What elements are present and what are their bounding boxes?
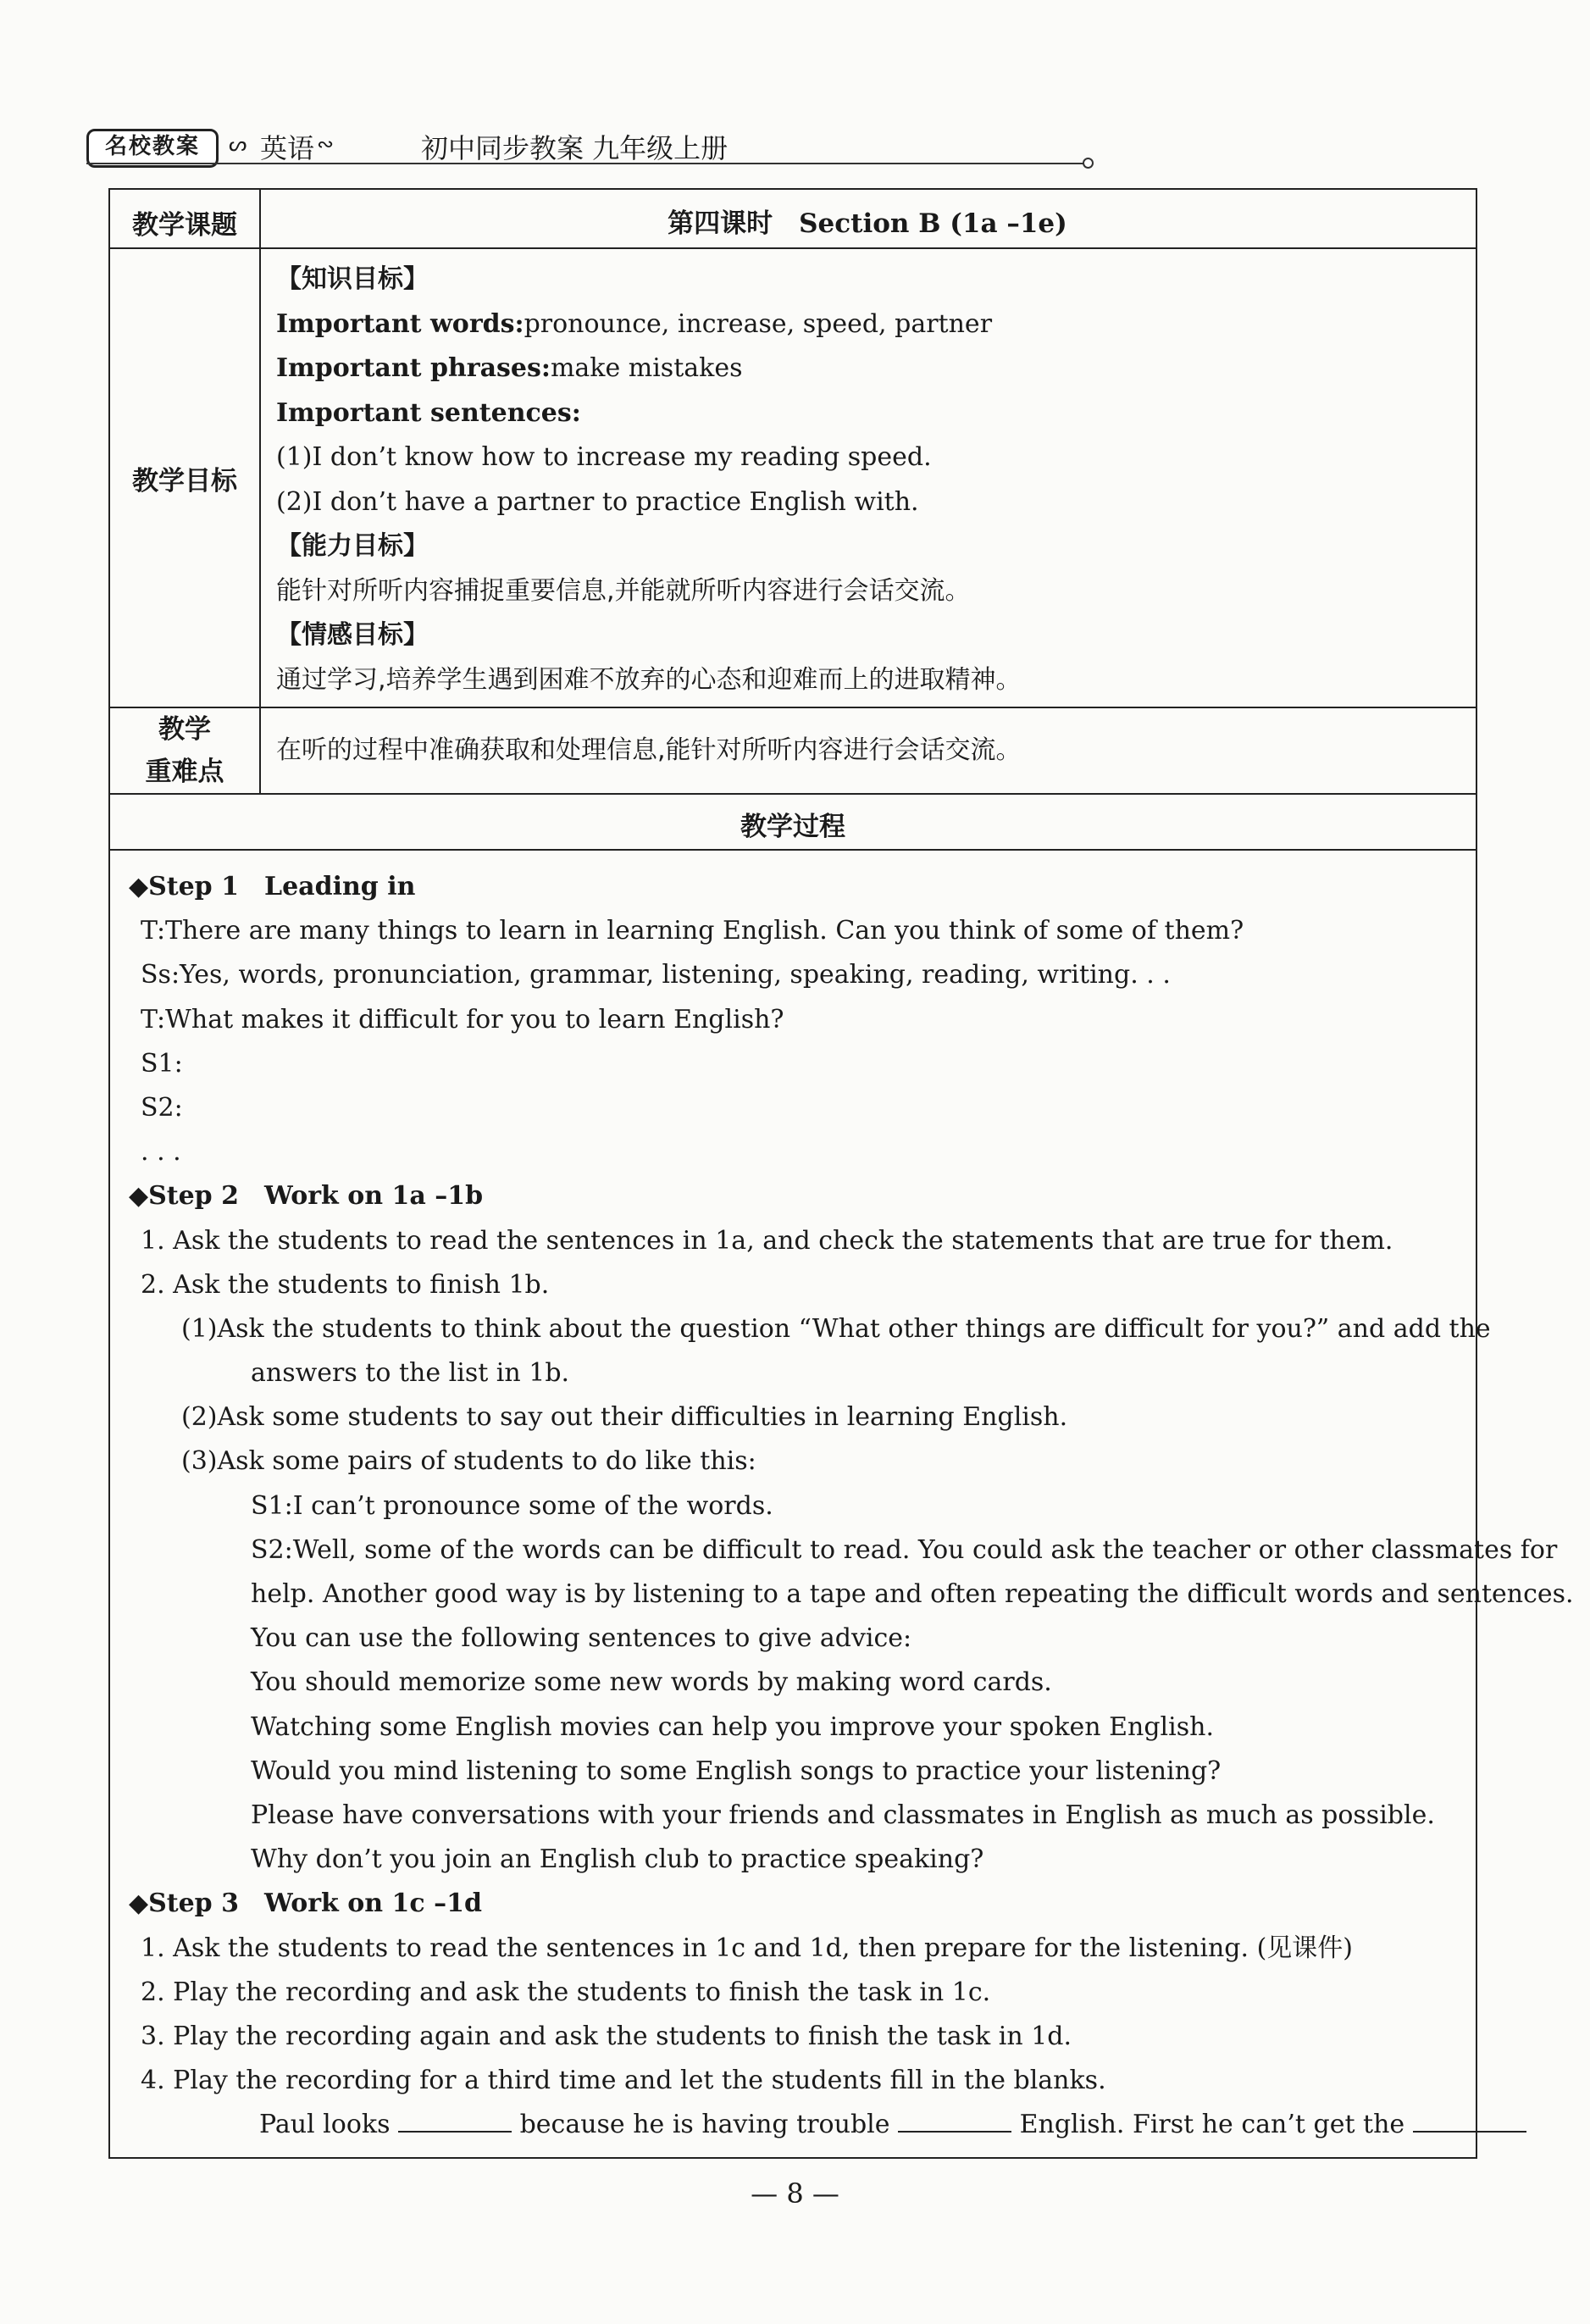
fill-in-blank-line bbox=[129, 2103, 1460, 2147]
fill-text: Paul looks bbox=[259, 2110, 391, 2140]
process-line: S1: bbox=[141, 1048, 183, 1079]
process-line: (3)Ask some pairs of students to do like this: bbox=[181, 1446, 756, 1477]
process-line: help. Another good way is by listening to a tape and often repeating the difficult words and sentences. bbox=[251, 1579, 1574, 1609]
page-number: — 8 — bbox=[751, 2177, 839, 2210]
important-words: Important words:pronounce, increase, speed, partner bbox=[276, 308, 993, 339]
keypoints-label-line1: 教学 bbox=[158, 714, 211, 745]
process-line: T:There are many things to learn in learning English. Can you think of some of them? bbox=[141, 916, 1244, 946]
swirl-left-ornament: ᔕ bbox=[229, 132, 247, 156]
process-line: (2)Ask some students to say out their difficulties in learning English. bbox=[181, 1402, 1068, 1433]
process-line: Please have conversations with your friends and classmates in English as much as possible. bbox=[251, 1800, 1435, 1830]
teaching-process bbox=[129, 865, 1574, 2147]
topic-label: 教学课题 bbox=[132, 210, 237, 241]
knowledge-heading: 【知识目标】 bbox=[276, 264, 429, 294]
process-line: answers to the list in 1b. bbox=[251, 1358, 570, 1389]
process-line: Ss:Yes, words, pronunciation, grammar, listening, speaking, reading, writing. . . bbox=[141, 960, 1171, 990]
blank-field[interactable] bbox=[398, 2110, 512, 2133]
step-2-title: ◆Step 2 Work on 1a –1b bbox=[129, 1181, 484, 1212]
important-phrases: Important phrases:make mistakes bbox=[276, 353, 743, 383]
process-line: S2: bbox=[141, 1092, 183, 1123]
keypoints-label bbox=[110, 708, 259, 793]
blank-field[interactable] bbox=[1413, 2110, 1526, 2133]
fill-text: English. First he can’t get the bbox=[1019, 2110, 1405, 2140]
header-rule-dot bbox=[1083, 158, 1094, 169]
emotion-goal: 通过学习,培养学生遇到困难不放弃的心态和迎难而上的进取精神。 bbox=[276, 664, 1022, 695]
step-1-title: ◆Step 1 Leading in bbox=[129, 872, 416, 901]
process-line: Why don’t you join an English club to practice speaking? bbox=[251, 1844, 984, 1875]
process-line: 2. Ask the students to finish 1b. bbox=[141, 1269, 550, 1300]
process-line: 1. Ask the students to read the sentences in 1c and 1d, then prepare for the listening. (见课件) bbox=[141, 1933, 1353, 1963]
brand-logo: 名校教案 bbox=[86, 129, 219, 168]
blank-field[interactable] bbox=[898, 2110, 1011, 2133]
step-3-title: ◆Step 3 Work on 1c –1d bbox=[129, 1889, 482, 1919]
process-line: S1:I can’t pronounce some of the words. bbox=[251, 1490, 773, 1521]
process-line: 1. Ask the students to read the sentences in 1a, and check the statements that are true for them. bbox=[141, 1225, 1393, 1256]
goals-label: 教学目标 bbox=[132, 466, 237, 496]
process-line: S2:Well, some of the words can be difficult to read. You could ask the teacher or other classmates for bbox=[251, 1534, 1558, 1565]
goals-content bbox=[276, 258, 1022, 702]
process-line: You can use the following sentences to give advice: bbox=[251, 1623, 912, 1654]
row-divider bbox=[110, 793, 1476, 795]
sentence-2: (2)I don’t have a partner to practice English with. bbox=[276, 486, 919, 517]
process-line: . . . bbox=[141, 1137, 181, 1168]
swirl-right-ornament: ∾ bbox=[317, 132, 335, 156]
keypoints-label-line2: 重难点 bbox=[145, 757, 224, 787]
lesson-plan-table bbox=[108, 188, 1574, 2159]
process-line: You should memorize some new words by making word cards. bbox=[251, 1667, 1052, 1698]
process-line: 3. Play the recording again and ask the students to finish the task in 1d. bbox=[141, 2021, 1072, 2051]
process-line: 2. Play the recording and ask the students to finish the task in 1c. bbox=[141, 1977, 991, 2007]
subject-label: 英语 bbox=[260, 132, 315, 164]
column-divider bbox=[259, 190, 261, 793]
fill-text: because he is having trouble bbox=[519, 2110, 890, 2140]
keypoints-content: 在听的过程中准确获取和处理信息,能针对所听内容进行会话交流。 bbox=[276, 735, 1022, 765]
process-line: Watching some English movies can help you improve your spoken English. bbox=[251, 1711, 1214, 1742]
process-line: 4. Play the recording for a third time and let the students fill in the blanks. bbox=[141, 2066, 1106, 2096]
ability-goal: 能针对所听内容捕捉重要信息,并能就所听内容进行会话交流。 bbox=[276, 575, 971, 606]
page-header bbox=[86, 127, 1090, 164]
row-divider bbox=[110, 247, 1476, 249]
row-divider bbox=[110, 707, 1476, 708]
row-divider bbox=[110, 849, 1476, 851]
process-title: 教学过程 bbox=[740, 812, 845, 842]
process-line: Would you mind listening to some English songs to practice your listening? bbox=[251, 1755, 1222, 1786]
header-rule bbox=[86, 163, 1086, 164]
process-line: (1)Ask the students to think about the question “What other things are difficult for you?” and add the bbox=[181, 1313, 1491, 1344]
emotion-heading: 【情感目标】 bbox=[276, 620, 429, 650]
ability-heading: 【能力目标】 bbox=[276, 531, 429, 561]
important-sentences-label: Important sentences: bbox=[276, 397, 581, 428]
topic-title: 第四课时 Section B (1a –1e) bbox=[668, 208, 1067, 239]
sentence-1: (1)I don’t know how to increase my reading speed. bbox=[276, 442, 932, 472]
process-line: T:What makes it difficult for you to learn English? bbox=[141, 1004, 784, 1034]
book-title: 初中同步教案 九年级上册 bbox=[421, 132, 729, 164]
